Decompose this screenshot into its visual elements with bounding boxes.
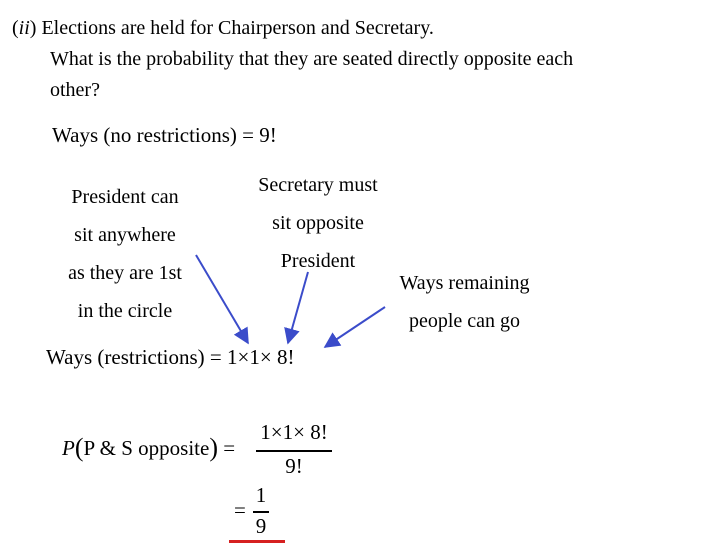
equals-sign: =: [223, 436, 236, 460]
annotation-line: President: [280, 250, 356, 272]
question-line-3: other?: [50, 79, 100, 101]
annotation-line: people can go: [408, 310, 521, 332]
annotation-line: President can: [71, 186, 179, 208]
president-arrow: [196, 255, 248, 343]
result-equals-sign: =: [234, 498, 246, 522]
secretary-arrow: [288, 272, 308, 343]
fraction-bar: [256, 450, 332, 452]
annotation-line: sit anywhere: [74, 224, 176, 246]
annotation-line: Secretary must: [258, 174, 378, 196]
remaining-arrow: [325, 307, 385, 347]
annotation-line: Ways remaining: [399, 272, 530, 294]
probability-lhs: P(P & S opposite) =: [62, 433, 236, 462]
annotation-line: in the circle: [77, 300, 173, 322]
question-line-2: What is the probability that they are seated directly opposite each: [50, 48, 574, 70]
answer-underline: [229, 540, 285, 543]
result-numerator: 1: [255, 483, 267, 507]
probability-event: P & S opposite: [83, 436, 210, 460]
result-fraction-bar: [253, 511, 269, 513]
result-denominator: 9: [255, 514, 267, 538]
restrictions-equation: Ways (restrictions) = 1×1× 8!: [46, 345, 295, 369]
probability-numerator: 1×1× 8!: [260, 420, 328, 444]
probability-symbol: P: [62, 436, 75, 460]
no-restrictions-equation: Ways (no restrictions) = 9!: [52, 123, 277, 147]
question-number: ii: [18, 17, 30, 39]
annotation-line: as they are 1st: [68, 262, 182, 284]
probability-denominator: 9!: [285, 454, 303, 478]
question-text-1: Elections are held for Chairperson and Secretary.: [41, 17, 434, 39]
question-line-1: (ii) Elections are held for Chairperson and Secretary.: [12, 17, 434, 39]
annotation-line: sit opposite: [272, 212, 364, 234]
